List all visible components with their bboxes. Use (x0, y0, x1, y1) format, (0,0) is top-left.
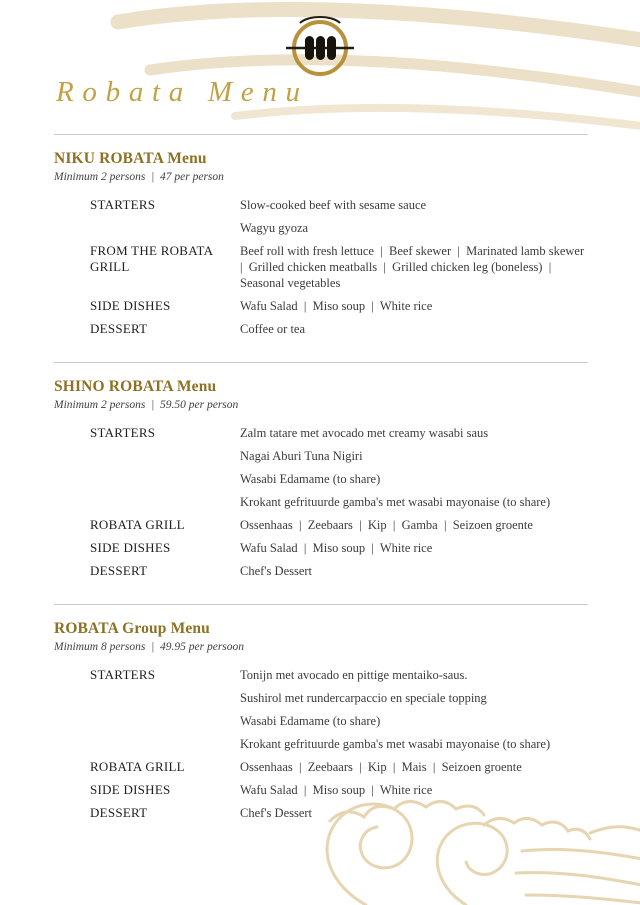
menu-item: Wasabi Edamame (to share) (240, 714, 381, 728)
menu-section (54, 150, 591, 344)
menu-section (54, 620, 588, 828)
section-rows (90, 425, 588, 586)
course-label: DESSERT (90, 321, 148, 336)
menu-item: Wafu Salad | Miso soup | White rice (240, 783, 433, 797)
menu-row (90, 243, 591, 298)
menu-item: Ossenhaas | Zeebaars | Kip | Mais | Seizoen groente (240, 760, 522, 774)
course-items (240, 298, 588, 321)
menu-row (90, 782, 588, 805)
course-items (240, 517, 588, 540)
menu-item: Wafu Salad | Miso soup | White rice (240, 299, 433, 313)
menu-item: Coffee or tea (240, 322, 306, 336)
menu-row (90, 425, 588, 517)
course-items (240, 321, 588, 344)
menu-item: Wasabi Edamame (to share) (240, 472, 381, 486)
menu-item: Zalm tatare met avocado met creamy wasabi saus (240, 426, 489, 440)
section-subtitle: Minimum 2 persons | 47 per person (54, 171, 224, 183)
menu-item: Chef's Dessert (240, 564, 313, 578)
menu-item: Sushirol met rundercarpaccio en speciale topping (240, 691, 487, 705)
course-label: DESSERT (90, 563, 148, 578)
course-items (240, 667, 588, 759)
section-heading: ROBATA Group Menu (54, 620, 210, 637)
course-items (240, 540, 588, 563)
course-items (240, 563, 588, 586)
menu-item: Slow-cooked beef with sesame sauce (240, 198, 427, 212)
menu-row (90, 563, 588, 586)
section-subtitle: Minimum 2 persons | 59.50 per person (54, 399, 239, 411)
menu-item: Chef's Dessert (240, 806, 313, 820)
course-label: ROBATA GRILL (90, 759, 185, 774)
section-divider (54, 134, 588, 135)
menu-item: Beef roll with fresh lettuce | Beef skewer | Marinated lamb skewer | Grilled chicken meatballs | Grilled chicken leg (boneless) | Seasonal vegetables (240, 244, 591, 290)
section-divider (54, 362, 588, 363)
course-items (240, 805, 588, 828)
section-rows (90, 667, 588, 828)
menu-row (90, 805, 588, 828)
course-items (240, 197, 588, 243)
menu-row (90, 759, 588, 782)
section-heading: NIKU ROBATA Menu (54, 150, 207, 167)
course-label: STARTERS (90, 667, 156, 682)
menu-row (90, 197, 588, 243)
course-label: FROM THE ROBATA GRILL (90, 243, 213, 274)
menu-section (54, 378, 588, 586)
section-rows (90, 197, 591, 344)
course-items (240, 425, 588, 517)
menu-row (90, 667, 588, 759)
menu-item: Krokant gefrituurde gamba's met wasabi mayonaise (to share) (240, 737, 551, 751)
course-label: SIDE DISHES (90, 298, 171, 313)
menu-row (90, 321, 588, 344)
section-heading: SHINO ROBATA Menu (54, 378, 217, 395)
menu-row (90, 540, 588, 563)
course-items (240, 759, 588, 782)
course-items (240, 782, 588, 805)
section-divider (54, 604, 588, 605)
course-items (240, 243, 591, 298)
course-label: STARTERS (90, 197, 156, 212)
menu-row (90, 517, 588, 540)
course-label: SIDE DISHES (90, 540, 171, 555)
section-subtitle: Minimum 8 persons | 49.95 per persoon (54, 641, 245, 653)
menu-title: Robata Menu (56, 76, 309, 108)
menu-item: Wagyu gyoza (240, 221, 309, 235)
course-label: ROBATA GRILL (90, 517, 185, 532)
course-label: STARTERS (90, 425, 156, 440)
menu-item: Krokant gefrituurde gamba's met wasabi mayonaise (to share) (240, 495, 551, 509)
menu-item: Tonijn met avocado en pittige mentaiko-saus. (240, 668, 468, 682)
menu-item: Ossenhaas | Zeebaars | Kip | Gamba | Seizoen groente (240, 518, 533, 532)
course-label: DESSERT (90, 805, 148, 820)
menu-item: Wafu Salad | Miso soup | White rice (240, 541, 433, 555)
menu-row (90, 298, 588, 321)
course-label: SIDE DISHES (90, 782, 171, 797)
menu-item: Nagai Aburi Tuna Nigiri (240, 449, 363, 463)
menu-content (0, 134, 640, 846)
